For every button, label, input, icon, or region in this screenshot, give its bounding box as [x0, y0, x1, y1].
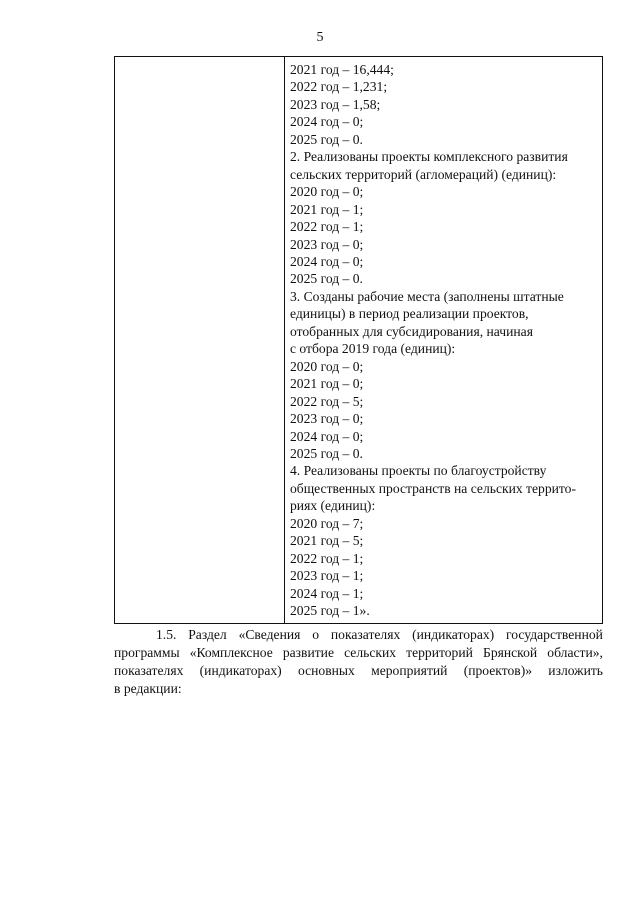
indicator-line: 2024 год – 1; [290, 585, 364, 601]
table-empty-cell [115, 57, 285, 624]
indicator-table [114, 56, 603, 624]
indicator-line: 2021 год – 16,444; [290, 62, 394, 77]
paragraph-word: программы [114, 645, 180, 660]
paragraph-word: «Комплексное [189, 645, 273, 660]
indicator-line: 3. Созданы рабочие места (заполнены штатные [290, 288, 564, 304]
indicator-line: 2023 год – 0; [290, 236, 364, 252]
paragraph-word: Брянской [483, 645, 538, 660]
indicator-line: общественных пространств на сельских террито- [290, 480, 576, 496]
paragraph-word: основных [297, 663, 355, 678]
indicator-line: 2021 год – 5; [290, 533, 364, 549]
paragraph-word: (проектов)» [463, 663, 533, 678]
indicator-line: 2022 год – 1; [290, 219, 364, 235]
paragraph-word: области», [547, 645, 603, 660]
indicator-line: 2024 год – 0; [290, 428, 364, 444]
indicator-line: 2024 год – 0; [290, 114, 364, 130]
paragraph-word: показателях [330, 627, 401, 642]
indicator-line: 2025 год – 0. [290, 131, 363, 147]
indicator-line: 2024 год – 0; [290, 253, 364, 269]
indicator-line: 2021 год – 0; [290, 376, 364, 392]
paragraph-line [114, 644, 603, 662]
paragraph-word: территорий [406, 645, 473, 660]
paragraph-word: о [312, 627, 320, 642]
indicator-values-cell [285, 57, 603, 624]
paragraph-word: мероприятий [371, 663, 448, 678]
indicator-line: 2023 год – 0; [290, 411, 364, 427]
indicator-line: единицы) в период реализации проектов, [290, 306, 529, 322]
paragraph-word: сельских [344, 645, 397, 660]
indicator-line: 2025 год – 0. [290, 271, 363, 287]
indicator-line: 2022 год – 1; [290, 550, 364, 566]
paragraph-line [114, 626, 603, 644]
table-row [115, 57, 603, 624]
paragraph-word: Раздел [188, 627, 227, 642]
indicator-line: 4. Реализованы проекты по благоустройству [290, 463, 547, 479]
indicator-line: 2025 год – 0. [290, 445, 363, 461]
paragraph-line [114, 662, 603, 680]
indicator-lines [290, 61, 598, 620]
indicator-line: риях (единиц): [290, 498, 376, 514]
paragraph-word: показателях [114, 663, 184, 678]
paragraph-word: развитие [282, 645, 334, 660]
indicator-line: 2023 год – 1; [290, 568, 364, 584]
paragraph-word: (индикаторах) [199, 663, 282, 678]
indicator-line: сельских территорий (агломераций) (единиц): [290, 166, 557, 182]
indicator-line: отобранных для субсидирования, начиная [290, 323, 533, 339]
indicator-line: 2020 год – 0; [290, 358, 364, 374]
paragraph-line [114, 680, 603, 698]
indicator-line: 2025 год – 1». [290, 603, 370, 619]
amendment-paragraph [114, 626, 603, 698]
paragraph-word: 1.5. [156, 627, 177, 642]
indicator-line: с отбора 2019 года (единиц): [290, 341, 456, 357]
indicator-line: 2020 год – 0; [290, 184, 364, 200]
paragraph-word: государственной [506, 627, 603, 642]
indicator-line: 2023 год – 1,58; [290, 96, 381, 112]
indicator-line: 2021 год – 1; [290, 201, 364, 217]
paragraph-word: в редакции: [114, 681, 182, 696]
page-number: 5 [316, 30, 324, 45]
indicator-line: 2. Реализованы проекты комплексного развития [290, 149, 568, 165]
paragraph-word: «Сведения [238, 627, 301, 642]
paragraph-word: (индикаторах) [412, 627, 495, 642]
indicator-line: 2022 год – 5; [290, 393, 364, 409]
indicator-line: 2020 год – 7; [290, 515, 364, 531]
indicator-line: 2022 год – 1,231; [290, 79, 388, 95]
paragraph-word: изложить [548, 663, 603, 678]
